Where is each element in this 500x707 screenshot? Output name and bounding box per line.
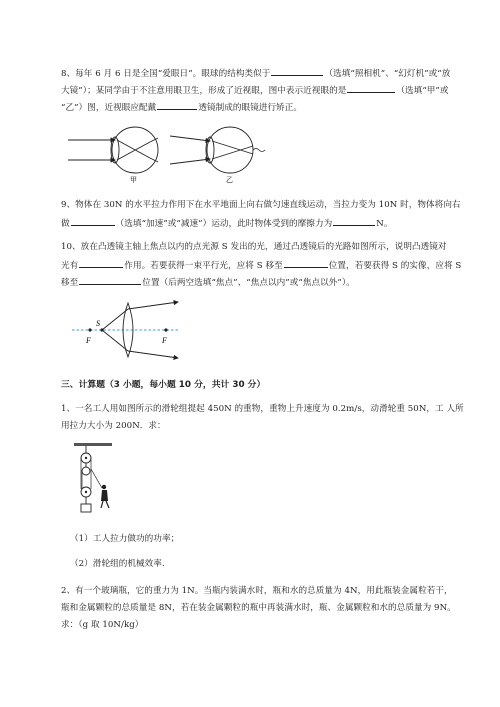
c1-line-1-text: 1、一名工人用如图所示的滑轮组提起 450N 的重物，重物上升速度为 0.2m/s，动滑轮重 50N，工 人所 [61,404,464,414]
c1-line-2 [61,420,166,432]
q10-blank-1[interactable] [79,258,123,268]
q9-line-2 [61,216,392,230]
c2-line-2 [61,602,456,614]
q8-blank-2[interactable] [347,83,395,93]
eye-jia-label: 甲 [130,176,137,184]
focus-right [164,328,167,331]
q9-line-1 [61,199,461,211]
section-3-title: 三、计算题（3 小题，每小题 10 分，共计 30 分） [61,380,266,390]
q8-line-3-text-b: 透镜制成的眼镜进行矫正。 [198,103,303,113]
q8-blank-1[interactable] [271,66,323,76]
c1-sub-2 [70,558,165,570]
q10-blank-2[interactable] [284,258,328,268]
q10-line-2-text-b: 作用。若要获得一束平行光，应将 S 移至 [124,261,283,271]
eye-diagram [60,124,300,184]
q8-line-1-text-a: 8、每年 6 月 6 日是全国“爱眼日”。眼球的结构类似于 [61,69,271,79]
q8-line-2-text-b: （选填“甲”或 [396,86,449,96]
worker-figure [101,485,109,508]
c1-sub-2-text: （2）滑轮组的机械效率. [70,559,165,569]
c1-sub-1-text: （1）工人拉力做功的功率； [70,534,180,544]
q8-line-1 [61,66,450,80]
label-f-right: F [162,336,167,345]
q9-line-1-text: 9、物体在 30N 的水平拉力作用下在水平地面上向右做匀速直线运动，当拉力变为 10N 时，物体将向右 [61,200,461,210]
q10-line-1 [61,241,447,253]
c1-line-1 [61,403,464,415]
q10-line-3-text-a: 移至 [61,278,79,288]
convex-lens-diagram [70,300,190,360]
q8-line-1-text-b: （选填“照相机”、“幻灯机”或“放 [324,69,451,79]
q10-line-3 [61,275,355,289]
q10-line-2-text-a: 光有 [61,261,79,271]
q8-line-2-text-a: 大镜”）；某同学由于不注意用眼卫生，形成了近视眼，图中表示近视眼的是 [61,86,347,96]
c2-line-3-text: 求：（g 取 10N/kg） [61,620,144,630]
eye-yi-label: 乙 [226,176,233,184]
q9-line-2-text-a: 做 [61,219,70,229]
fixed-pulley-2 [82,467,90,475]
c1-line-2-text: 用拉力大小为 200N．求： [61,421,166,431]
label-s: S [96,319,100,328]
q8-line-3-text-a: “乙”）图，近视眼应配戴 [61,103,157,113]
q10-line-2 [61,258,461,272]
weight-block [81,504,91,512]
q10-blank-3[interactable] [79,275,141,285]
q10-line-2-text-c: 位置，若要获得 S 的实像，应将 S [328,261,462,271]
eye-jia [68,127,158,184]
q9-line-2-text-c: N。 [376,219,393,229]
c1-sub-1 [70,533,179,545]
c2-line-3 [61,619,143,631]
q8-line-2 [61,83,449,97]
q9-line-2-text-b: （选填“加速”或“减速”）运动，此时物体受到的摩擦力为 [115,219,333,229]
q9-blank-1[interactable] [71,216,115,226]
c2-line-1 [61,585,453,597]
q8-blank-3[interactable] [157,100,197,110]
c2-line-2-text: 瓶和金属颗粒的总质量是 8N，若在装金属颗粒的瓶中再装满水时，瓶、金属颗粒和水的总质量为 9N。 [61,603,456,613]
focus-left [88,328,91,331]
pulley-diagram [72,443,122,515]
label-f-left: F [86,336,91,345]
q10-line-1-text: 10、放在凸透镜主轴上焦点以内的点光源 S 发出的光，通过凸透镜后的光路如图所示，说明凸透镜对 [61,242,447,252]
q9-blank-2[interactable] [333,216,375,226]
q8-line-3 [61,100,302,114]
q10-line-3-text-b: 位置（后两空选填“焦点”、“焦点以内”或“焦点以外”）。 [142,278,355,288]
eye-yi [170,127,265,184]
c2-line-1-text: 2、有一个玻璃瓶，它的重力为 1N。当瓶内装满水时，瓶和水的总质量为 4N，用此瓶装金属粒若干， [61,586,453,596]
